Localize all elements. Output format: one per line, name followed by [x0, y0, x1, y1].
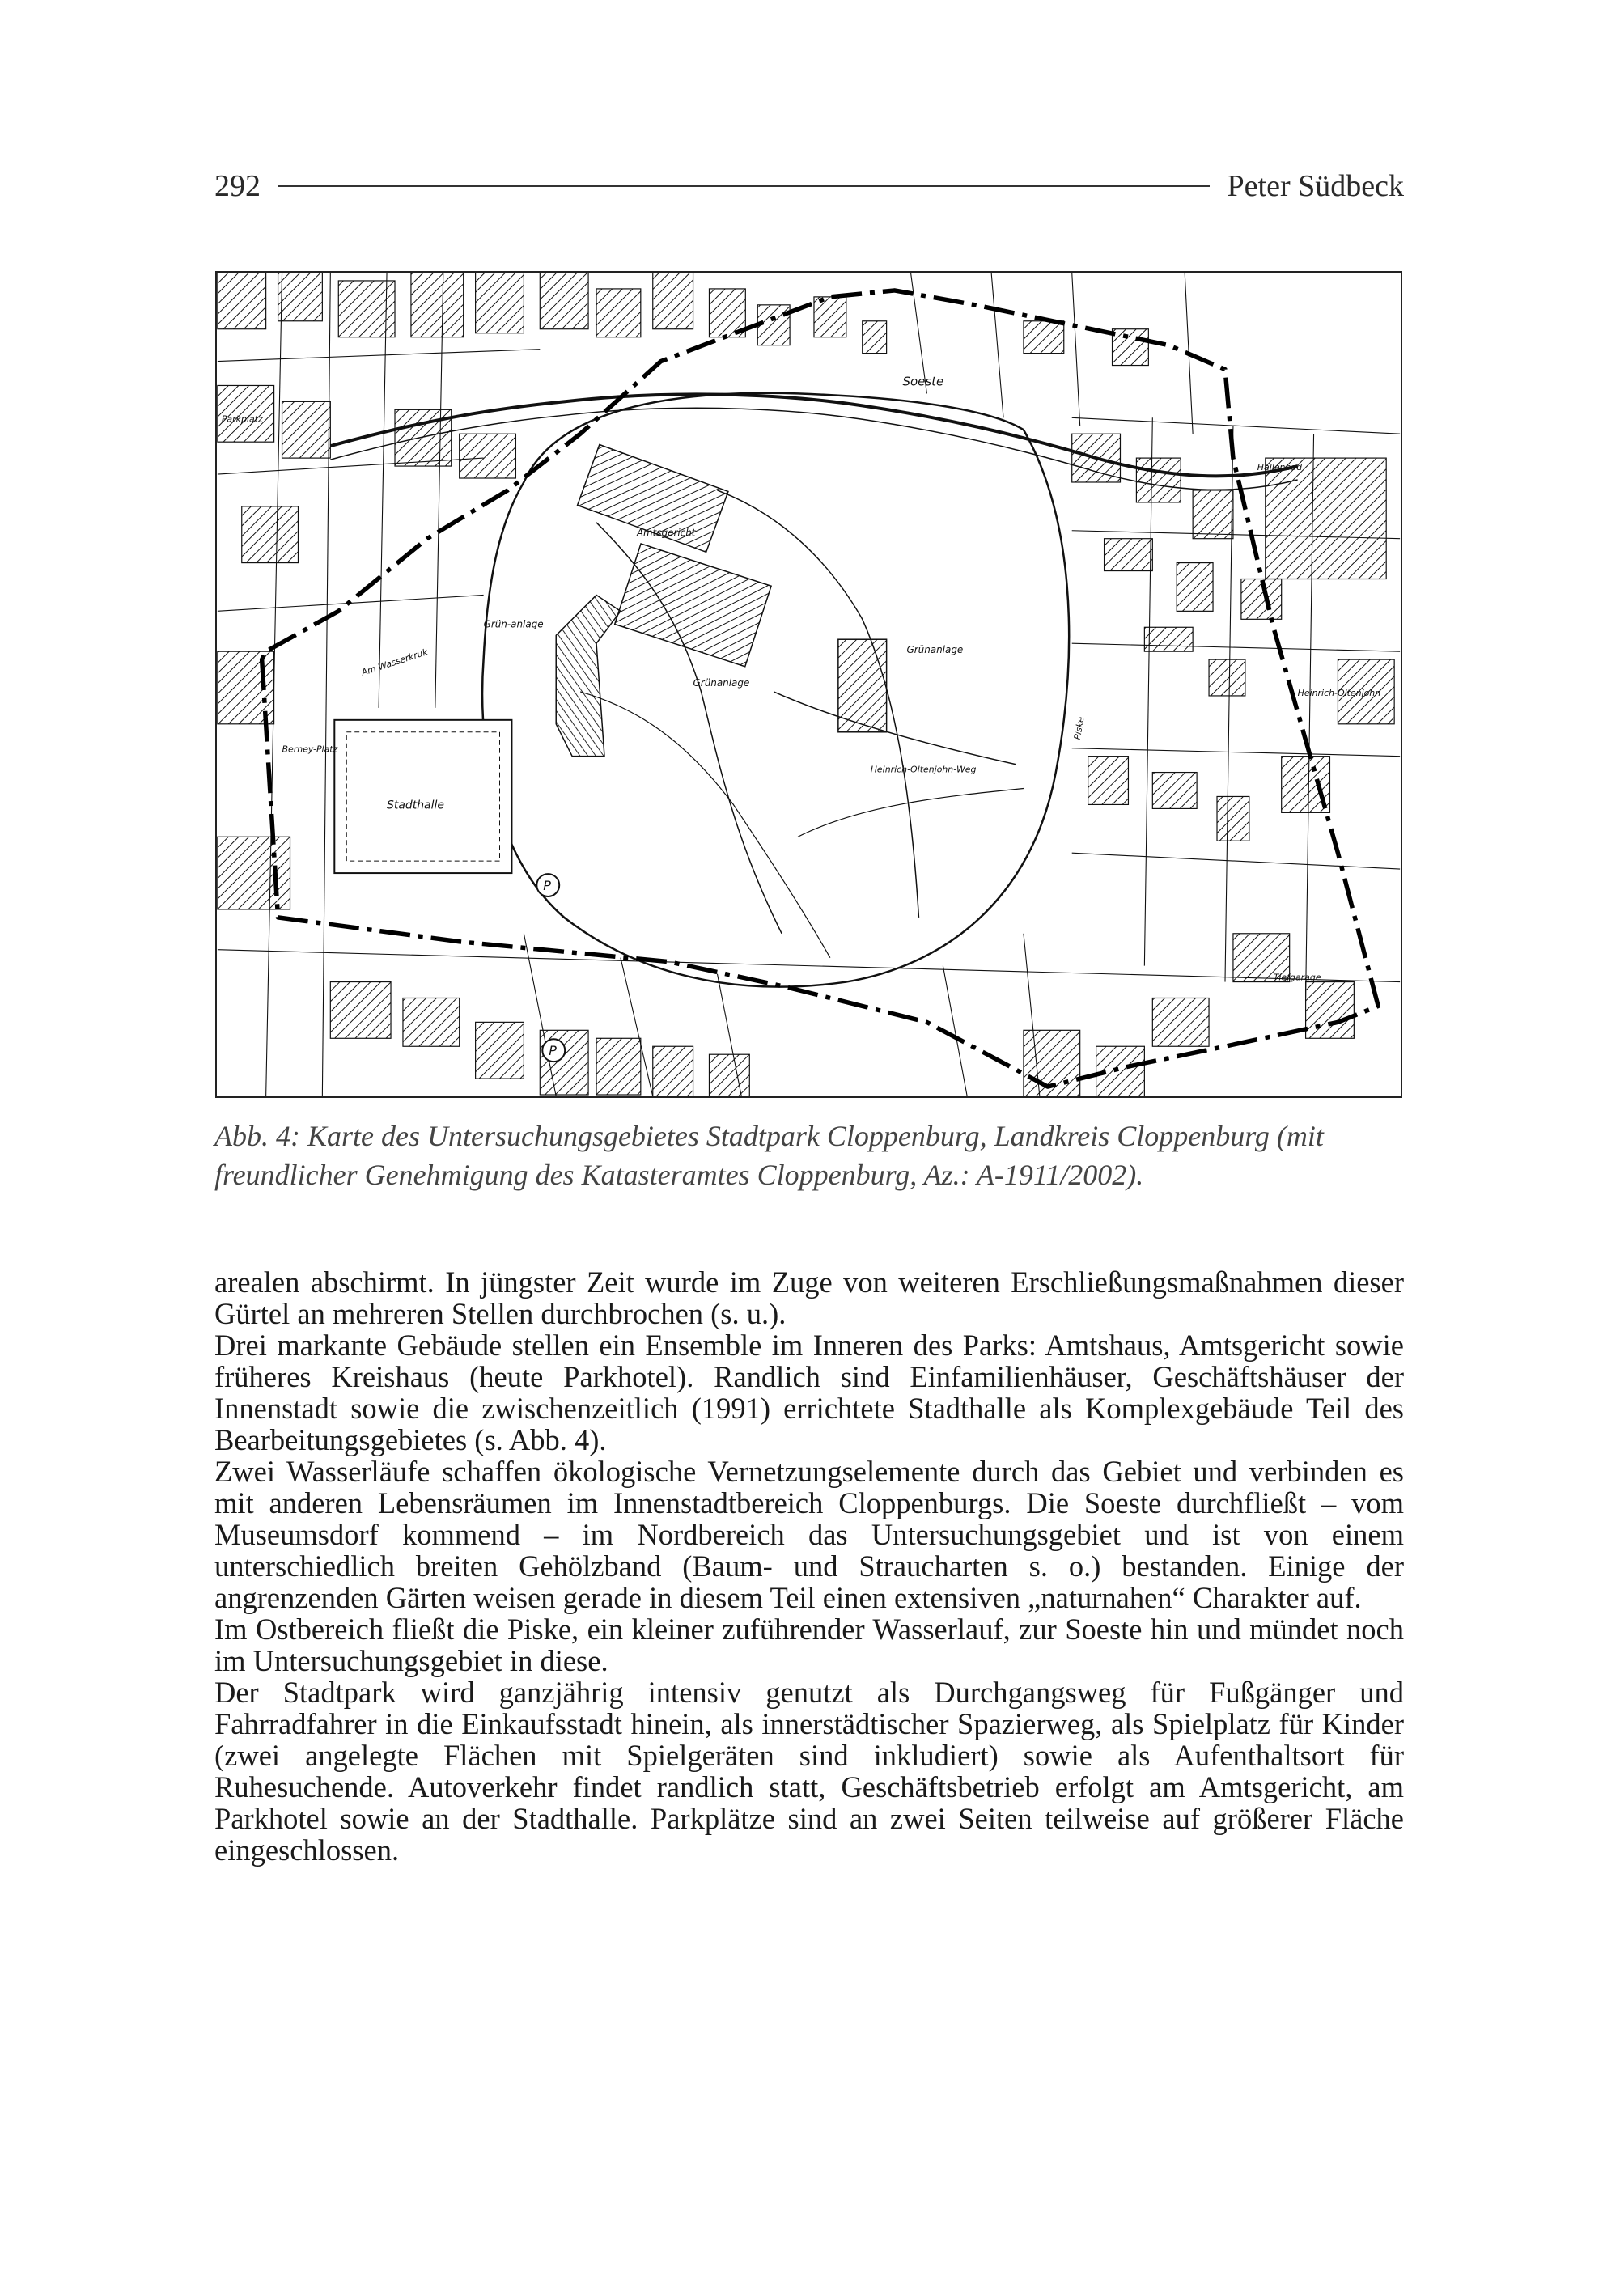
cadastral-map-figure: [215, 271, 1402, 1098]
map-label-am-wasserkruk: Am Wasserkruk: [360, 646, 430, 678]
map-svg: [217, 273, 1401, 1096]
parking-label-1: P: [543, 878, 551, 894]
map-label-piske: Piske: [1071, 716, 1087, 741]
building-amtshaus: [838, 639, 887, 732]
map-label-gruenanlage-2: Grünanlage: [693, 676, 750, 689]
parcels-north: [540, 273, 1148, 366]
building-stadthalle: [334, 720, 511, 873]
map-label-hallenbad: Hallenbad: [1257, 462, 1303, 473]
figure-caption: Abb. 4: Karte des Untersuchungsgebietes Stadtpark Cloppenburg, Landkreis Cloppenburg (mit freundlicher Genehmigung des Katasteramtes Cloppenburg, Az.: A-1911/2002).: [214, 1120, 1324, 1191]
parcels-east: [1072, 434, 1394, 1038]
park-path-3: [774, 692, 1016, 765]
park-path-5: [798, 788, 1024, 837]
map-label-amtsgericht: Amtsgericht: [636, 527, 696, 539]
map-label-gruenanlage-3: Grün-anlage: [483, 618, 544, 630]
park-path-4: [580, 692, 830, 958]
page-number: 292: [214, 169, 261, 203]
building-parkhotel: [556, 595, 621, 756]
running-header: [214, 166, 1404, 206]
map-label-tiefgarage: Tiefgarage: [1273, 972, 1321, 983]
body-paragraph: Im Ostbereich fließt die Piske, ein kleiner zuführender Wasserlauf, zur Soeste hin und mündet noch im Untersuchungsgebiet in diese.: [214, 1613, 1404, 1677]
map-label-parkplatz: Parkplatz: [221, 413, 263, 425]
parking-label-2: P: [549, 1043, 557, 1059]
header-rule: [278, 185, 1210, 187]
map-label-gruenanlage-1: Grünanlage: [906, 644, 964, 656]
body-paragraph: Drei markante Gebäude stellen ein Ensemble im Inneren des Parks: Amtshaus, Amtsgericht sowie früheres Kreishaus (heute Parkhotel). Randlich sind Einfamilienhäuser, Geschäftshäuser der Innenstadt sowie die zwischenzeitlich (1991) errichtete Stadthalle als Komplexgebäude Teil des Bearbeitungsgebietes (s. Abb. 4).: [214, 1329, 1404, 1456]
map-label-berney-platz: Berney-Platz: [282, 744, 338, 755]
map-label-stadthalle: Stadthalle: [387, 799, 444, 812]
building-kreishaus: [615, 544, 771, 667]
body-paragraph: Der Stadtpark wird ganzjährig intensiv genutzt als Durchgangsweg für Fußgänger und Fahrradfahrer in die Einkaufsstadt hinein, als innerstädtischer Spazierweg, als Spielplatz für Kinder (zwei angelegte Flächen mit Spielgeräten sind inkludiert) sowie als Aufenthaltsort für Ruhesuchende. Autoverkehr findet randlich statt, Geschäftsbetrieb erfolgt am Amtsgericht, am Parkhotel sowie an der Stadthalle. Parkplätze sind an zwei Seiten teilweise auf größerer Fläche eingeschlossen.: [214, 1676, 1404, 1867]
body-text: [214, 1266, 1404, 1866]
map-label-soeste: Soeste: [902, 374, 944, 389]
map-label-heinrich-weg: Heinrich-Oltenjohn-Weg: [870, 764, 977, 775]
body-paragraph: arealen abschirmt. In jüngster Zeit wurde im Zuge von weiteren Erschließungsmaßnahmen dieser Gürtel an mehreren Stellen durchbrochen (s. u.).: [214, 1265, 1404, 1330]
map-label-heinrich-str: Heinrich-Oltenjohn: [1297, 687, 1381, 698]
author-name: Peter Südbeck: [1227, 169, 1404, 203]
body-paragraph: Zwei Wasserläufe schaffen ökologische Vernetzungselemente durch das Gebiet und verbinden es mit anderen Lebensräumen im Innenstadtbereich Cloppenburgs. Die Soeste durchfließt – vom Museumsdorf kommend – im Nordbereich das Untersuchungsgebiet und ist von einem unterschiedlich breiten Gehölzband (Baum- und Straucharten s. o.) bestanden. Einige der angrenzenden Gärten weisen gerade in diesem Teil einen extensiven „naturnahen“ Charakter auf.: [214, 1455, 1404, 1614]
